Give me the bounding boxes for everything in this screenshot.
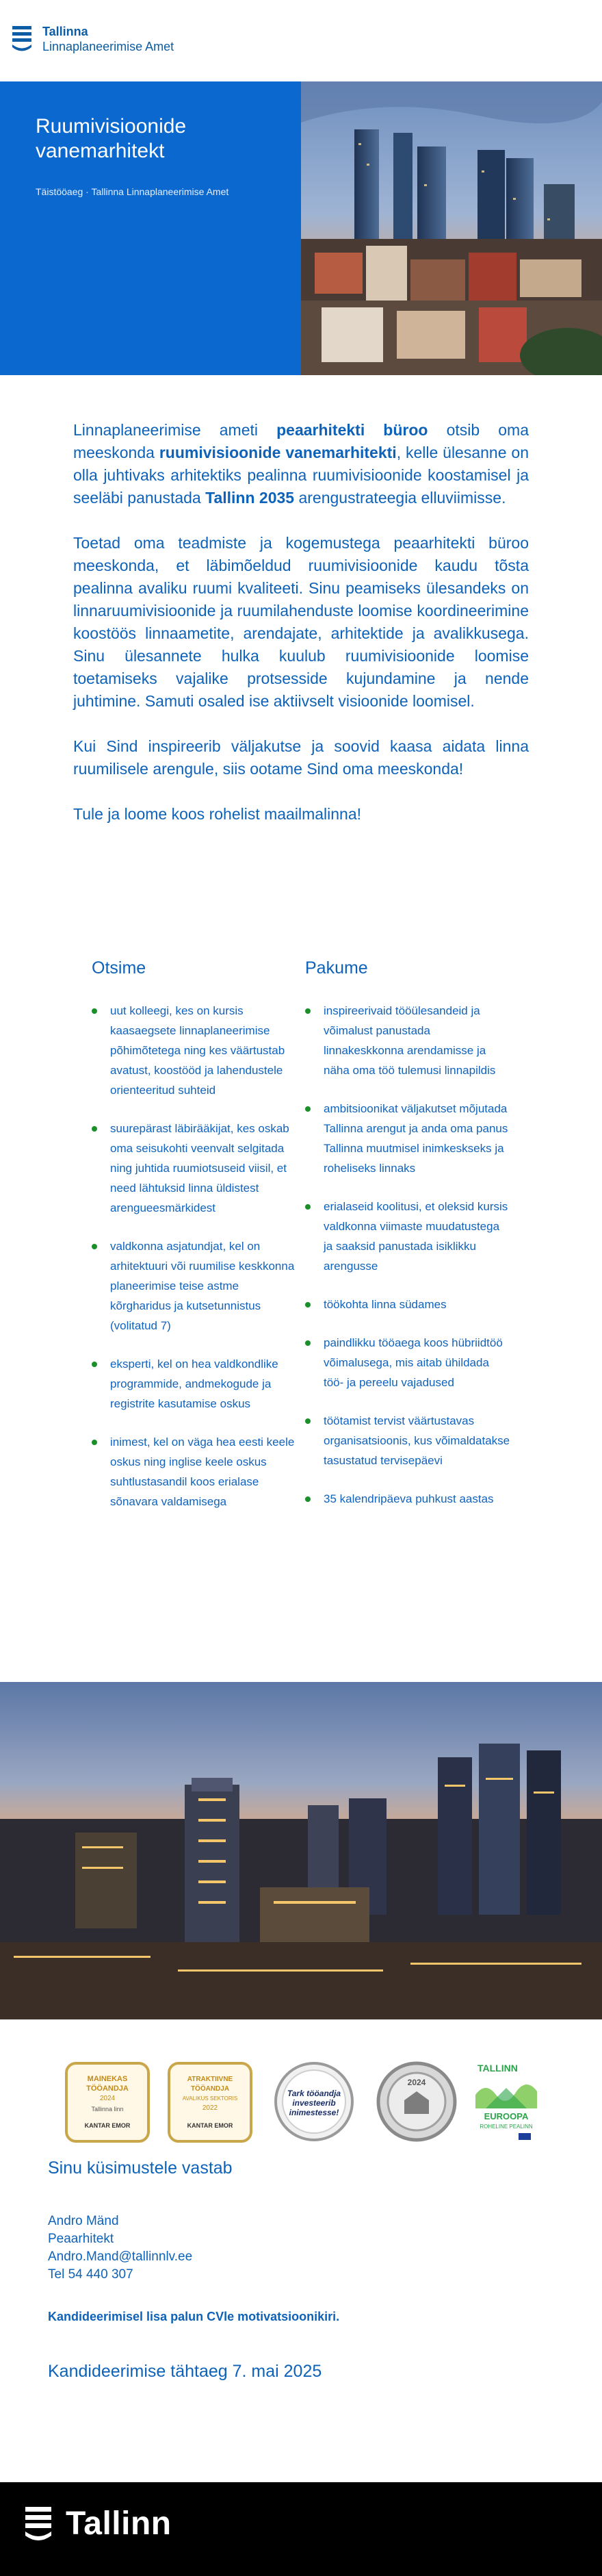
list-item-text: uut kolleegi, kes on kursis kaasaegsete linnaplaneerimise põhimõtetega ning kes väärtustab avatust, koostööd ja lahendustele orienteeritud suhteid [110, 1004, 285, 1097]
attractive-employer-badge [168, 2062, 252, 2143]
list-item [305, 1489, 510, 1509]
award-5-line-2: EUROOPA [484, 2111, 529, 2121]
award-3-line-2: investeerib [292, 2098, 336, 2108]
logo-line-1: Tallinna [42, 25, 88, 38]
intro-p1-e: , kelle ülesanne on olla juhtivaks arhitektiks pealinna ruumivisioonide koostamisel ja seeläbi panustada [73, 444, 529, 507]
intro-paragraph-1 [73, 419, 529, 509]
expectations-column [92, 958, 297, 1530]
tallinn-crest-icon [23, 2503, 53, 2544]
list-item-text: suurepärast läbirääkijat, kes oskab oma seisukohti veenvalt selgitada ning juhtida ruumiotsuseid viisil, et need lähtuksid linna üldistest arengueesmärkidest [110, 1122, 289, 1214]
award-1-line-4: Tallinna linn [91, 2106, 124, 2113]
intro-p1-a: Linnaplaneerimise ameti [73, 421, 277, 439]
offer-heading: Pakume [305, 958, 368, 978]
bullet-icon [305, 1106, 311, 1112]
offer-list [305, 1001, 510, 1509]
intro-p1-bold-office: peaarhitekti büroo [276, 421, 428, 439]
list-item [92, 1119, 297, 1218]
bullet-icon [305, 1302, 311, 1308]
list-item [305, 1197, 510, 1276]
tallinn-footer-logo[interactable] [23, 2503, 172, 2544]
reputable-employer-badge [65, 2062, 150, 2143]
bullet-icon [92, 1008, 97, 1014]
award-5-city: TALLINN [477, 2063, 518, 2074]
list-item [305, 1333, 510, 1392]
site-header [0, 0, 602, 81]
list-item-text: inimest, kel on väga hea eesti keele oskus ning inglise keele oskus suhtlustasandil koos erialase sõnavara valdamisega [110, 1436, 295, 1508]
bullet-icon [305, 1340, 311, 1346]
award-2-line-4: 2022 [202, 2104, 218, 2112]
intro-p1-c: otsib oma meeskonda [73, 421, 529, 461]
contact-name: Andro Mänd [48, 2214, 119, 2228]
list-item-text: töötamist tervist väärtustavas organisatsioonis, kus võimaldatakse tasustatud tervisepäevi [324, 1414, 510, 1467]
bullet-icon [92, 1244, 97, 1249]
quality-award-seal [374, 2061, 460, 2143]
contact-email-link[interactable]: Andro.Mand@tallinnlv.ee [48, 2249, 193, 2264]
bullet-icon [92, 1362, 97, 1367]
award-2-line-2: TÖÖANDJA [190, 2085, 230, 2093]
application-note: Kandideerimisel lisa palun CVle motivatsioonikiri. [48, 2310, 340, 2323]
hero-text-panel [0, 81, 301, 375]
award-5-line-3: ROHELINE PEALINN [480, 2124, 533, 2130]
list-item [305, 1411, 510, 1470]
list-item [92, 1354, 297, 1414]
award-1-line-3: 2024 [99, 2095, 116, 2102]
bullet-icon [305, 1204, 311, 1210]
employer-awards-row [0, 2061, 602, 2136]
award-2-line-1: ATRAKTIIVNE [187, 2076, 233, 2083]
award-3-line-1: Tark tööandja [287, 2089, 341, 2098]
hero-banner [0, 81, 602, 375]
list-item [305, 1099, 510, 1178]
european-green-capital-logo [472, 2061, 540, 2143]
list-item-text: eksperti, kel on hea valdkondlike programmide, andmekogude ja registrite kasutamise oskus [110, 1357, 278, 1410]
intro-paragraph-2: Toetad oma teadmiste ja kogemustega peaarhitekti büroo meeskonda, et läbimõeldud ruumivisioonide kaudu tõsta pealinna avaliku ruumi kvaliteeti. Sinu peamiseks ülesandeks on linnaruumivisioonide ja ruumilahenduste loomise koordineerimine koostöös linnaametite, arendajate, arhitektide ja avalikkusega. Sinu ülesannete hulka kuulub ruumivisioonide loomise toetamiseks vajalike protsesside kujundamine ja nende juhtimine. Samuti osaled ise aktiivselt visioonide loomisel. [73, 534, 529, 710]
site-footer [0, 2482, 602, 2576]
intro-paragraph-4: Tule ja loome koos rohelist maailmalinna! [73, 805, 362, 823]
list-item-text: 35 kalendripäeva puhkust aastas [324, 1492, 494, 1505]
smart-employer-seal [271, 2061, 357, 2143]
list-item [92, 1236, 297, 1336]
tallinn-planning-logo[interactable] [11, 23, 174, 55]
award-2-brand: KANTAR EMOR [187, 2122, 233, 2129]
award-2-line-3: AVALIKUS SEKTORIS [182, 2095, 238, 2102]
list-item-text: paindlikku tööaega koos hübriidtöö võimalusega, mis aitab ühildada töö- ja pereelu vajadused [324, 1336, 503, 1389]
award-1-line-1: MAINEKAS [87, 2075, 128, 2083]
award-1-brand: KANTAR EMOR [84, 2122, 131, 2129]
hero-skyline-image [301, 81, 602, 375]
offer-column [305, 958, 510, 1527]
bullet-icon [92, 1440, 97, 1445]
bullet-icon [305, 1496, 311, 1502]
job-title: Ruumivisioonide vanemarhitekt [36, 115, 187, 162]
logo-line-2: Linnaplaneerimise Amet [42, 40, 174, 53]
contact-heading: Sinu küsimustele vastab [48, 2158, 233, 2178]
award-1-line-2: TÖÖANDJA [86, 2084, 129, 2093]
list-item-text: valdkonna asjatundjat, kel on arhitektuuri või ruumilise keskkonna planeerimise teise astme kõrgharidus ja kutsetunnistus (volitatud 7) [110, 1240, 295, 1332]
list-item-text: ambitsioonikat väljakutset mõjutada Tallinna arengut ja anda oma panus Tallinna muutmisel inimkeskseks ja roheliseks linnaks [324, 1102, 508, 1175]
expectations-heading: Otsime [92, 958, 146, 978]
logo-text [42, 24, 174, 54]
list-item [305, 1001, 510, 1080]
contact-section [48, 2158, 554, 2382]
list-item-text: erialaseid koolitusi, et oleksid kursis valdkonna viimaste muudatustega ja saaksid panustada isiklikku arengusse [324, 1200, 508, 1273]
intro-p1-g: arengustrateegia elluviimisse. [294, 489, 506, 507]
award-3-line-3: inimestesse! [289, 2108, 339, 2117]
contact-phone[interactable]: Tel 54 440 307 [48, 2267, 133, 2282]
bullet-icon [305, 1008, 311, 1014]
application-deadline: Kandideerimise tähtaeg 7. mai 2025 [48, 2362, 322, 2381]
list-item [305, 1295, 510, 1314]
intro-paragraph-3: Kui Sind inspireerib väljakutse ja soovid kaasa aidata linna ruumilisele arengule, siis ootame Sind oma meeskonda! [73, 737, 529, 778]
bullet-icon [92, 1126, 97, 1132]
list-item-text: inspireerivaid tööülesandeid ja võimalust panustada linnakeskkonna arendamisse ja näha oma töö tulemusi linnapildis [324, 1004, 496, 1077]
list-item-text: töökohta linna südames [324, 1298, 447, 1311]
award-4-year: 2024 [407, 2078, 426, 2087]
expectations-list [92, 1001, 297, 1512]
intro-p1-bold-strategy: Tallinn 2035 [205, 489, 295, 507]
list-item [92, 1001, 297, 1100]
job-subtitle: Täistööaeg · Tallinna Linnaplaneerimise Amet [36, 186, 229, 197]
city-night-photo [0, 1682, 602, 2019]
contact-role: Peaarhitekt [48, 2232, 114, 2246]
list-item [92, 1432, 297, 1512]
intro-section [73, 419, 529, 848]
intro-p1-bold-role: ruumivisioonide vanemarhitekti [159, 444, 397, 461]
footer-brand: Tallinn [66, 2505, 172, 2542]
tallinn-crest-icon [11, 23, 33, 55]
bullet-icon [305, 1418, 311, 1424]
